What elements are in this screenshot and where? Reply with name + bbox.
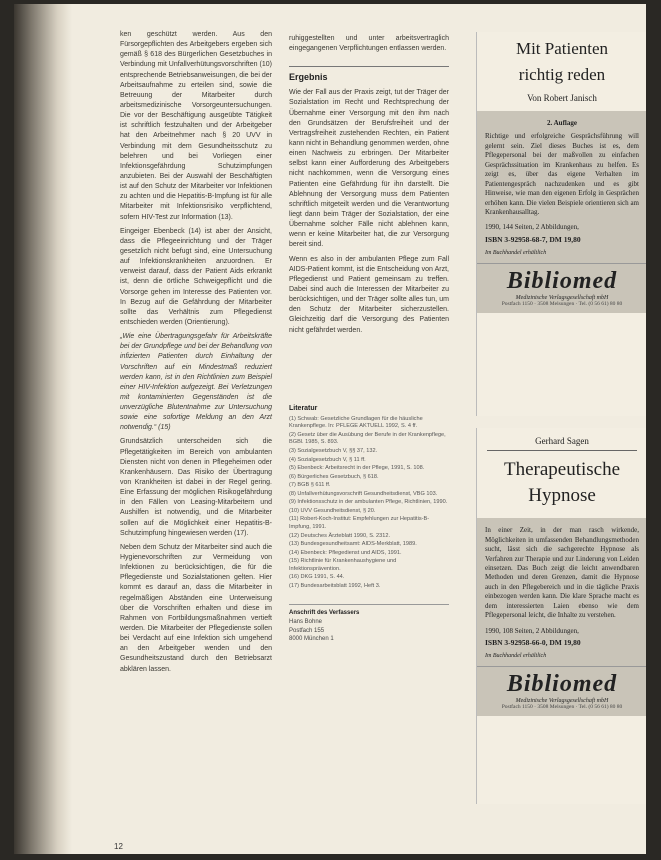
author-address-line: Hans Bohne <box>289 619 323 626</box>
reference-item: (9) Infektionsschutz in der ambulanten Pflege, Richtlinien, 1990. <box>289 499 448 506</box>
reference-item: (5) Ebenbeck: Arbeitsrecht in der Pflege, 1991, S. 108. <box>289 465 425 472</box>
ad-title-line: Hypnose <box>528 484 596 506</box>
ad-isbn: ISBN 3-92958-68-7, DM 19,80 <box>485 234 581 244</box>
body-paragraph: Wie der Fall aus der Praxis zeigt, tut der Träger der Sozialstation im Recht und Rechtsprechung der Übernahme einer Versorgung mit den ihm nach den Grundsätzen der Berufsfreiheit und der Vertragsfreiheit zustehenden Rechten, ein Patient kann nicht in Behandlung genommen werden, ohne einen Nachweis zu erbringen. Der Mitarbeiter selbst kann einer Aufforderung des Arbeitgebers nicht nachkommen, wenn die Versorgung eines Patienten eine Gefährdung für ihn darstellt. Die Ablehnung der Versorgung muss dem Patienten schriftlich mitgeteilt werden und die Verantwortung liegt dann beim Träger der Sozialstation, der eine Übernahme solcher Fälle nicht ablehnen kann, wenn er keine Mitarbeiter hat, die zur Versorgung bereit sind. <box>289 89 449 249</box>
publisher-address: Postfach 1150 · 3508 Melsungen · Tel. (0 56 61) 80 80 <box>501 301 623 308</box>
reference-item: (6) Bürgerliches Gesetzbuch, § 618. <box>289 473 379 480</box>
reference-item: (8) Unfallverhütungsvorschrift Gesundheitsdienst, VBG 103. <box>289 490 438 497</box>
middle-text-column <box>289 34 449 644</box>
ad-trade-note: Im Buchhandel erhältlich <box>485 249 547 256</box>
reference-item: (3) Sozialgesetzbuch V, §§ 37, 132. <box>289 448 378 455</box>
body-paragraph: Grundsätzlich unterscheiden sich die Pflegetätigkeiten im Bereich von ambulanten Diensten nicht von denen in Pflegeheimen oder Krankenhäusern. Das Risiko der Übertragung von Krankheiten ist dabei in der Regel gering. Eine Erfassung der möglichen Risikogefährdung in den Fällen von Leasing-Mitarbeitern und Aushilfen ist notwendig, und die Mitarbeiter sollen auf die Möglichkeit einer Hepatitis-B-Schutzimpfung hingewiesen werden (17). <box>120 438 272 537</box>
publisher-logo-area <box>477 263 646 313</box>
ad-title <box>477 457 646 508</box>
book-ad-patienten <box>476 32 646 416</box>
section-divider <box>289 66 449 67</box>
ad-author: Gerhard Sagen <box>487 428 637 451</box>
body-paragraph: Eingeiger Ebenbeck (14) ist aber der Ansicht, dass die Pflegeeinrichtung und der Träger gesetzlich nicht befugt sind, eine Untersuchung auf Infektionskrankheiten anzuordnen. Er verweist darauf, dass der Patient Aids erkrankt ist, denn die örtliche Schweigepflicht und die Vorsorge gehen im Interesse des Patienten vor. In Bezug auf die Gefährdung der Mitarbeiter sollte das Verhältnis zum Pflegedienst entschieden werden (Orientierung). <box>120 227 272 326</box>
ad-title <box>477 36 646 87</box>
body-paragraph: ken geschützt werden. Aus den Fürsorgepflichten des Arbeitgebers ergeben sich gemäß § 618 des Bürgerlichen Gesetzbuches in Verbindung mit Unfallverhütungsvorschriften (10) entsprechende Betriebsanweisungen, die bei der Arbeitsaufnahme zu erteilen sind, sowie die Betreuung der Mitarbeiter durch arbeitsmedizinische Vorsorgeuntersuchungen. Die vor der Beschäftigung ausgeübte Tätigkeit ist schriftlich festzuhalten und der Arbeitgeber hat den Arbeitnehmer nach § 20 UVV in Verbindung mit dem Gesundheitsschutz zu belehren und bei Vorliegen einer Infektionsgefährdung Schutzimpfungen anzubieten. Bei der Auswahl der Beschäftigten ist auf den Schutz der Mitarbeiter vor Infektionen zu achten und die Hepatitis-B-Impfung ist für alle Mitarbeiter mit Infektionsrisiko verpflichtend, sofern HIV-Test zur Information (13). <box>120 31 272 221</box>
reference-item: (1) Schwab: Gesetzliche Grundlagen für die häusliche Krankenpflege. In: PFLEGE AKTUELL 1992, S. 4 ff. <box>289 415 423 430</box>
ad-info-box <box>477 111 646 263</box>
ad-description: In einer Zeit, in der man rasch wirkende, Möglichkeiten in umfassenden Behandlungsmethoden sucht, lässt sich die sachgerechte Hypnose als Verfahren zur Therapie und zur Linderung von Leiden einsetzen. Das Buch zeigt die leicht anwendbaren Methoden und deren Grenzen, damit die Hypnose auch in den Pflegebereich und in die tägliche Praxis einbezogen werden kann. Die klare Sprache macht es dem interessierten Laien ebenso wie dem Pflegepersonal leicht, die Inhalte zu verstehen. <box>485 526 639 620</box>
ad-author: Von Robert Janisch <box>527 93 597 103</box>
ad-description: Richtige und erfolgreiche Gesprächsführung will gelernt sein. Ziel dieses Buches ist es, dem Pflegepersonal bei der maßvollen zu einfachen Gesprächssituation im Krankenhaus zu helfen. Es zeigt es, über das eigene Verhalten im Patientengespräch nachzudenken und es gibt Hinweise, wie man den eigenen Erfolg in Gesprächen erhöhen kann. Die vielen Beispiele orientieren sich am Krankenhausalltag. <box>485 132 639 216</box>
author-address-line: 8000 München 1 <box>289 636 334 643</box>
bibliomed-logo: Bibliomed <box>506 671 618 698</box>
reference-item: (4) Sozialgesetzbuch V, § 11 ff. <box>289 456 366 463</box>
intro-paragraph: ruhiggestellten und unter arbeitsvertraglich eingegangenen Verpflichtungen entlassen werden. <box>289 35 449 53</box>
ad-title-line: Mit Patienten <box>515 39 609 58</box>
body-paragraph: Neben dem Schutz der Mitarbeiter sind auch die Hygienevorschriften zur Vermeidung von Infektionen zu berücksichtigen, die für die Pflegedienste und Sozialstationen gelten. Hier kommt es darauf an, dass die Mitarbeiter in regelmäßigen Abständen eine Unterweisung über die Vorschriften erhalten und diese im Rahmen von Fortbildungsmaßnahmen vertieft werden. Die Mitarbeiter der Pflegedienste sollen bei Verdacht auf eine Infektion sich umgehend an den Arbeitgeber wenden und den Gesundheitszustand durch den Betriebsarzt abklären lassen. <box>120 543 272 673</box>
bibliomed-logo: Bibliomed <box>506 268 618 295</box>
reference-item: (16) DKG 1991, S. 44. <box>289 574 345 581</box>
reference-item: (7) BGB § 611 ff. <box>289 482 331 489</box>
publisher-logo-area <box>477 666 646 716</box>
references-heading: Literatur <box>289 404 318 412</box>
publisher-address: Postfach 1150 · 3508 Melsungen · Tel. (0 56 61) 80 80 <box>501 704 623 711</box>
publisher-name: Medizinische Verlagsgesellschaft mbH <box>515 295 609 302</box>
quote-paragraph: „Wie eine Übertragungsgefahr für Arbeitskräfte bei der Grundpflege und bei der Behandlung von infizierten Patienten durch Einhaltung der Vorschriften auf ein Mindestmaß reduziert werden kann, ist in den Richtlinien zum Beispiel einer HIV-Infektion aufgezeigt. Bei Verletzungen mit kontaminierten Gegenständen ist die unverzügliche Blutentnahme zur Untersuchung sowie eine sofortige Meldung an den Arzt notwendig.“ (15) <box>120 333 272 432</box>
ad-meta: 1990, 144 Seiten, 2 Abbildungen, <box>485 223 579 232</box>
reference-item: (11) Robert-Koch-Institut: Empfehlungen zur Hepatitis-B-Impfung, 1991. <box>289 516 430 530</box>
book-gutter <box>14 4 72 854</box>
ad-title-line: Therapeutische <box>503 459 621 480</box>
ad-meta: 1990, 108 Seiten, 2 Abbildungen, <box>485 626 579 635</box>
ad-trade-note: Im Buchhandel erhältlich <box>485 653 547 660</box>
ad-title-line: richtig reden <box>518 64 606 84</box>
references-list <box>289 416 449 590</box>
page-number: 12 <box>114 842 123 851</box>
ad-isbn: ISBN 3-92958-66-0, DM 19,80 <box>485 638 581 648</box>
reference-item: (2) Gesetz über die Ausübung der Berufe in der Krankenpflege, BGBl. 1985, S. 893. <box>289 431 446 446</box>
body-paragraph: Wenn es also in der ambulanten Pflege zum Fall AIDS-Patient kommt, ist die Entscheidung von Arzt, Pflegedienst und Patient gemeinsam zu treffen. Dabei sind auch die Interessen der Mitarbeiter zu berücksichtigen, und der Träger sollte alles tun, um den Schutz der Mitarbeiter sicherzustellen. Gleichzeitig darf die Versorgung des Patienten nicht gefährdet werden. <box>289 255 449 334</box>
reference-item: (10) UVV Gesundheitsdienst, § 20. <box>289 507 376 514</box>
book-ad-hypnose <box>476 428 646 804</box>
left-text-column <box>120 30 272 679</box>
section-heading: Ergebnis <box>289 72 328 83</box>
ad-edition: 2. Auflage <box>547 119 577 127</box>
magazine-page <box>14 4 646 854</box>
reference-item: (12) Deutsches Ärzteblatt 1990, S. 2312. <box>289 532 391 539</box>
reference-item: (13) Bundesgesundheitsamt: AIDS-Merkblatt, 1989. <box>289 541 417 548</box>
author-address-line: Postfach 155 <box>289 627 325 634</box>
author-address-box <box>289 604 449 644</box>
reference-item: (14) Ebenbeck: Pflegedienst und AIDS, 1991. <box>289 549 402 556</box>
reference-item: (17) Bundesarbeitsblatt 1992, Heft 3. <box>289 582 381 589</box>
reference-item: (15) Richtlinie für Krankenhaushygiene und Infektionsprävention. <box>289 558 397 572</box>
ad-info-box <box>477 518 646 666</box>
author-address-title: Anschrift des Verfassers <box>289 610 360 617</box>
publisher-name: Medizinische Verlagsgesellschaft mbH <box>515 698 609 705</box>
